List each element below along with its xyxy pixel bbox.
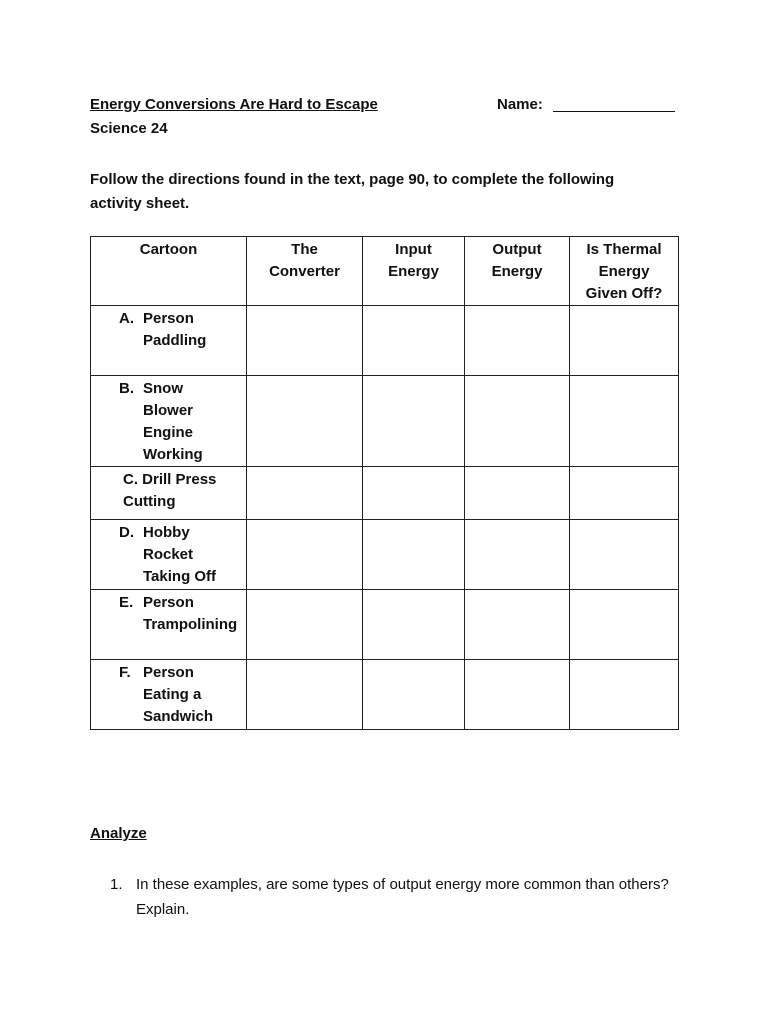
output-energy-cell[interactable] bbox=[465, 660, 570, 730]
question-text: In these examples, are some types of output energy more common than others? Explain. bbox=[136, 876, 669, 918]
output-energy-cell[interactable] bbox=[465, 467, 570, 520]
question-number: 1. bbox=[110, 876, 123, 893]
item-text: Hobby Rocket Taking Off bbox=[143, 524, 217, 585]
item-letter: B. bbox=[119, 380, 134, 397]
table-row bbox=[91, 467, 679, 520]
input-energy-cell[interactable] bbox=[363, 590, 465, 660]
item-letter: E. bbox=[119, 594, 134, 611]
converter-cell[interactable] bbox=[247, 520, 363, 590]
converter-cell[interactable] bbox=[247, 306, 363, 376]
thermal-energy-cell[interactable] bbox=[570, 590, 679, 660]
course-label: Science 24 bbox=[90, 120, 168, 137]
name-blank-line bbox=[553, 111, 675, 112]
item-label: Drill Press Cutting bbox=[123, 471, 217, 510]
converter-cell[interactable] bbox=[247, 590, 363, 660]
thermal-energy-cell[interactable] bbox=[570, 660, 679, 730]
item-letter: F. bbox=[119, 664, 131, 681]
input-energy-cell[interactable] bbox=[363, 306, 465, 376]
converter-cell[interactable] bbox=[247, 660, 363, 730]
directions-text: Follow the directions found in the text, page 90, to complete the following activity sheet. bbox=[90, 171, 615, 212]
input-energy-cell[interactable] bbox=[363, 467, 465, 520]
item-text: Person Eating a Sandwich bbox=[143, 664, 214, 725]
cartoon-cell bbox=[91, 376, 247, 467]
question-item bbox=[110, 872, 670, 922]
item-text: Person Paddling bbox=[143, 310, 207, 349]
table-row bbox=[91, 520, 679, 590]
table-row bbox=[91, 376, 679, 467]
input-energy-cell[interactable] bbox=[363, 376, 465, 467]
table-row bbox=[91, 660, 679, 730]
item-letter: D. bbox=[119, 524, 134, 541]
converter-cell[interactable] bbox=[247, 376, 363, 467]
cartoon-cell bbox=[91, 520, 247, 590]
analyze-heading: Analyze bbox=[90, 825, 147, 842]
item-letter: A. bbox=[119, 310, 134, 327]
cartoon-cell bbox=[91, 660, 247, 730]
table-row bbox=[91, 306, 679, 376]
output-energy-cell[interactable] bbox=[465, 520, 570, 590]
output-energy-cell[interactable] bbox=[465, 376, 570, 467]
item-letter: C. bbox=[123, 471, 138, 488]
output-energy-cell[interactable] bbox=[465, 306, 570, 376]
column-header-output-energy: Output Energy bbox=[465, 237, 570, 306]
table-row bbox=[91, 590, 679, 660]
converter-cell[interactable] bbox=[247, 467, 363, 520]
thermal-energy-cell[interactable] bbox=[570, 306, 679, 376]
thermal-energy-cell[interactable] bbox=[570, 520, 679, 590]
name-label: Name: bbox=[497, 96, 543, 113]
input-energy-cell[interactable] bbox=[363, 660, 465, 730]
header-row bbox=[90, 96, 680, 116]
item-text bbox=[91, 467, 233, 513]
worksheet-title: Energy Conversions Are Hard to Escape bbox=[90, 96, 378, 113]
item-text: Snow Blower Engine Working bbox=[143, 380, 203, 463]
cartoon-cell bbox=[91, 306, 247, 376]
item-text: Person Trampolining bbox=[143, 594, 238, 633]
cartoon-cell bbox=[91, 467, 247, 520]
column-header-input-energy: Input Energy bbox=[363, 237, 465, 306]
activity-table bbox=[90, 236, 679, 730]
column-header-converter: The Converter bbox=[247, 237, 363, 306]
column-header-cartoon: Cartoon bbox=[91, 237, 247, 306]
output-energy-cell[interactable] bbox=[465, 590, 570, 660]
cartoon-cell bbox=[91, 590, 247, 660]
thermal-energy-cell[interactable] bbox=[570, 467, 679, 520]
thermal-energy-cell[interactable] bbox=[570, 376, 679, 467]
input-energy-cell[interactable] bbox=[363, 520, 465, 590]
table-header-row bbox=[91, 237, 679, 306]
column-header-thermal-energy: Is Thermal Energy Given Off? bbox=[570, 237, 679, 306]
